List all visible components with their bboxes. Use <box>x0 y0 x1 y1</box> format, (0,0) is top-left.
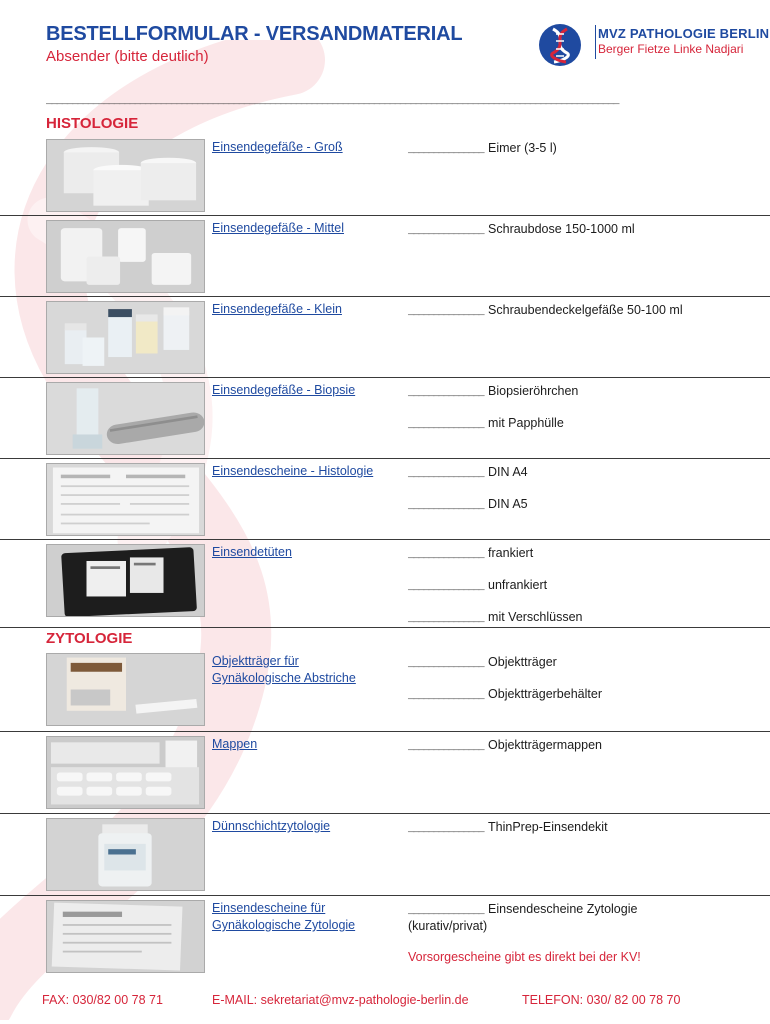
product-name-line: Einsendetüten <box>212 545 292 559</box>
product-name <box>212 900 355 934</box>
product-name <box>212 139 343 156</box>
order-option <box>408 140 557 159</box>
order-option <box>408 918 487 935</box>
quantity-input-line[interactable]: _______________ <box>408 549 484 561</box>
option-label: Biopsieröhrchen <box>488 384 579 398</box>
product-name-line: Einsendegefäße - Klein <box>212 302 342 316</box>
option-label: DIN A4 <box>488 465 528 479</box>
order-option <box>408 221 635 240</box>
order-option <box>408 383 578 402</box>
quantity-input-line[interactable]: _______________ <box>408 658 484 670</box>
product-name-line: Einsendegefäße - Groß <box>212 140 343 154</box>
order-option <box>408 415 564 434</box>
quantity-input-line[interactable]: _______________ <box>408 225 484 237</box>
order-option <box>408 737 602 756</box>
row-divider <box>0 215 770 216</box>
row-divider <box>0 813 770 814</box>
option-label: Einsendescheine Zytologie <box>488 902 638 916</box>
product-name-line: Einsendegefäße - Biopsie <box>212 383 356 397</box>
option-label: Objektträgerbehälter <box>488 687 602 701</box>
order-option <box>408 686 602 705</box>
product-name <box>212 220 344 237</box>
quantity-input-line[interactable]: _______________ <box>408 690 484 702</box>
quantity-input-line[interactable]: _______________ <box>408 387 484 399</box>
cytology-form-photo <box>46 900 205 973</box>
product-name <box>212 382 355 399</box>
row-divider <box>0 539 770 540</box>
slide-folder-photo <box>46 736 205 809</box>
product-name-line: Gynäkologische Zytologie <box>212 918 356 932</box>
kv-note: Vorsorgescheine gibt es direkt bei der KV! <box>408 950 641 964</box>
order-option <box>408 302 683 321</box>
thinprep-vial-photo <box>46 818 205 891</box>
quantity-input-line[interactable]: _______________ <box>408 581 484 593</box>
quantity-input-line[interactable]: _______________ <box>408 144 484 156</box>
slide-box-photo <box>46 653 205 726</box>
option-label: (kurativ/privat) <box>408 919 488 933</box>
footer-email[interactable]: E-MAIL: sekretariat@mvz-pathologie-berlin.de <box>212 993 469 1007</box>
order-option <box>408 819 608 838</box>
brand-divider <box>595 25 596 59</box>
product-name <box>212 463 373 480</box>
quantity-input-line[interactable]: _______________ <box>408 468 484 480</box>
row-divider <box>0 458 770 459</box>
order-option <box>408 609 583 628</box>
order-option <box>408 577 547 596</box>
quantity-input-line[interactable]: _______________ <box>408 419 484 431</box>
option-label: ThinPrep-Einsendekit <box>488 820 608 834</box>
option-label: Eimer (3-5 l) <box>488 141 557 155</box>
option-label: mit Verschlüssen <box>488 610 583 624</box>
product-name <box>212 301 342 318</box>
option-label: Objektträger <box>488 655 557 669</box>
buckets-photo <box>46 139 205 212</box>
row-divider <box>0 627 770 628</box>
row-divider <box>0 895 770 896</box>
option-label: Objektträgermappen <box>488 738 602 752</box>
section-histologie: HISTOLOGIE <box>46 115 139 132</box>
form-sheet-photo <box>46 463 205 536</box>
order-option <box>408 496 528 515</box>
quantity-input-line[interactable]: _______________ <box>408 306 484 318</box>
product-name-line: Einsendescheine - Histologie <box>212 464 374 478</box>
row-divider <box>0 377 770 378</box>
product-name-line: Mappen <box>212 737 258 751</box>
footer-phone: TELEFON: 030/ 82 00 78 70 <box>522 993 681 1007</box>
sender-input-line[interactable]: ______________________________________________________________________________________________________________ <box>46 95 619 107</box>
product-name-line: Objektträger für <box>212 654 299 668</box>
product-name-line: Einsendescheine für <box>212 901 326 915</box>
product-name <box>212 736 257 753</box>
product-name-line: Einsendegefäße - Mittel <box>212 221 345 235</box>
product-name-line: Gynäkologische Abstriche <box>212 671 356 685</box>
quantity-input-line[interactable]: _______________ <box>408 500 484 512</box>
order-option <box>408 545 533 564</box>
brand-name: MVZ PATHOLOGIE BERLIN <box>598 26 770 41</box>
option-label: frankiert <box>488 546 534 560</box>
quantity-input-line[interactable]: _______________ <box>408 905 484 917</box>
sender-label: Absender (bitte deutlich) <box>46 48 209 65</box>
quantity-input-line[interactable]: _______________ <box>408 613 484 625</box>
jars-photo <box>46 220 205 293</box>
option-label: DIN A5 <box>488 497 528 511</box>
product-name-line: Dünnschichtzytologie <box>212 819 331 833</box>
small-containers-photo <box>46 301 205 374</box>
quantity-input-line[interactable]: _______________ <box>408 823 484 835</box>
brand-partners: Berger Fietze Linke Nadjari <box>598 42 744 56</box>
row-divider <box>0 731 770 732</box>
product-name <box>212 653 356 687</box>
biopsy-tube-photo <box>46 382 205 455</box>
dna-logo-icon <box>538 23 582 67</box>
option-label: unfrankiert <box>488 578 548 592</box>
product-name <box>212 818 330 835</box>
quantity-input-line[interactable]: _______________ <box>408 741 484 753</box>
footer-fax: FAX: 030/82 00 78 71 <box>42 993 163 1007</box>
option-label: Schraubendeckelgefäße 50-100 ml <box>488 303 683 317</box>
order-option <box>408 654 557 673</box>
option-label: Schraubdose 150-1000 ml <box>488 222 635 236</box>
order-option <box>408 464 528 483</box>
option-label: mit Papphülle <box>488 416 564 430</box>
section-zytologie: ZYTOLOGIE <box>46 630 133 647</box>
envelope-bag-photo <box>46 544 205 617</box>
row-divider <box>0 296 770 297</box>
page-title: BESTELLFORMULAR - VERSANDMATERIAL <box>46 23 463 45</box>
product-name <box>212 544 292 561</box>
